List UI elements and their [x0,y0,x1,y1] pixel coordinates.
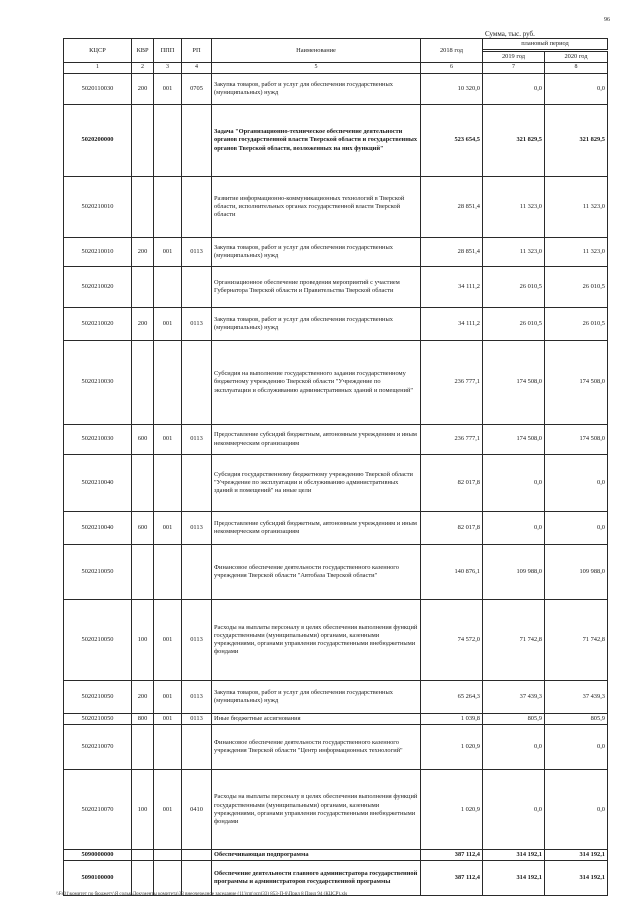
row-kcsr: 5020210070 [64,770,132,850]
column-number: 8 [545,63,608,74]
row-rp [182,105,212,177]
row-value-2020: 11 323,0 [545,177,608,238]
row-value-2018: 34 111,2 [421,308,483,341]
header-2018: 2018 год [421,39,483,63]
row-kcsr: 5020210050 [64,714,132,725]
row-value-2018: 28 851,4 [421,238,483,267]
file-path-footer: \\Fs01\комитет по бюджету\Я сольк\Документы комитета\33 внеочередное заседание (11)\пп\зсп(33) 853-П-6\Прил 8 Прил 94 (КЦСР).xls [56,892,348,897]
row-kcsr: 5020200000 [64,105,132,177]
row-value-2020: 0,0 [545,512,608,545]
row-value-2019: 314 192,1 [483,861,545,896]
row-value-2019: 174 508,0 [483,425,545,455]
row-value-2018: 387 112,4 [421,861,483,896]
row-ppp [154,105,182,177]
row-value-2020: 0,0 [545,455,608,512]
table-row [64,770,608,850]
row-value-2020: 174 508,0 [545,425,608,455]
column-number-row [64,63,608,74]
row-rp [182,725,212,770]
row-kcsr: 5090100000 [64,861,132,896]
row-kcsr: 5020210030 [64,341,132,425]
table-row [64,861,608,896]
row-value-2018: 387 112,4 [421,850,483,861]
row-value-2019: 71 742,8 [483,600,545,681]
row-value-2020: 805,9 [545,714,608,725]
row-name: Обеспечение деятельности главного администратора государственной программы и администраторов государственной программы [212,861,421,896]
row-value-2019: 11 323,0 [483,177,545,238]
column-number: 1 [64,63,132,74]
row-name: Закупка товаров, работ и услуг для обеспечения государственных (муниципальных) нужд [212,681,421,714]
table-row [64,681,608,714]
row-kvr: 100 [132,600,154,681]
row-kvr [132,545,154,600]
row-value-2019: 26 010,5 [483,308,545,341]
row-ppp: 001 [154,600,182,681]
row-rp: 0113 [182,512,212,545]
row-value-2020: 0,0 [545,74,608,105]
row-name: Финансовое обеспечение деятельности государственного казенного учреждения Тверской области "Автобаза Тверской области" [212,545,421,600]
row-kcsr: 5020210010 [64,177,132,238]
row-kvr: 200 [132,308,154,341]
row-ppp: 001 [154,425,182,455]
row-kvr [132,455,154,512]
row-value-2019: 314 192,1 [483,850,545,861]
row-kcsr: 5020210050 [64,681,132,714]
row-ppp [154,850,182,861]
row-value-2019: 109 988,0 [483,545,545,600]
row-name: Предоставление субсидий бюджетным, автономным учреждениям и иным некоммерческим организациям [212,425,421,455]
header-rp: РП [182,39,212,63]
row-value-2020: 26 010,5 [545,267,608,308]
row-name: Задача "Организационно-техническое обеспечение деятельности органов государственной власти Тверской области и государственных органов Тверской области, возложенных на них функций" [212,105,421,177]
header-kvr: КВР [132,39,154,63]
table-row [64,341,608,425]
row-kvr [132,341,154,425]
row-value-2020: 314 192,1 [545,850,608,861]
row-name: Закупка товаров, работ и услуг для обеспечения государственных (муниципальных) нужд [212,238,421,267]
row-value-2018: 74 572,0 [421,600,483,681]
row-ppp: 001 [154,308,182,341]
row-value-2018: 1 020,9 [421,770,483,850]
row-value-2018: 236 777,1 [421,341,483,425]
row-value-2019: 37 439,3 [483,681,545,714]
row-value-2019: 0,0 [483,455,545,512]
row-value-2018: 65 264,3 [421,681,483,714]
row-ppp: 001 [154,714,182,725]
row-value-2020: 37 439,3 [545,681,608,714]
page-number: 96 [604,17,610,23]
column-number: 5 [212,63,421,74]
row-rp [182,545,212,600]
row-value-2018: 28 851,4 [421,177,483,238]
row-kvr: 100 [132,770,154,850]
row-kvr [132,177,154,238]
row-value-2019: 321 829,5 [483,105,545,177]
row-value-2018: 82 017,8 [421,512,483,545]
row-ppp: 001 [154,512,182,545]
row-value-2018: 1 020,9 [421,725,483,770]
row-rp: 0410 [182,770,212,850]
row-name: Обеспечивающая подпрограмма [212,850,421,861]
table-row [64,177,608,238]
row-kcsr: 5020110030 [64,74,132,105]
row-value-2019: 0,0 [483,770,545,850]
row-rp: 0705 [182,74,212,105]
table-row [64,600,608,681]
header-kcsr: КЦСР [64,39,132,63]
row-rp: 0113 [182,600,212,681]
row-rp [182,455,212,512]
row-value-2019: 805,9 [483,714,545,725]
row-ppp [154,861,182,896]
row-kcsr: 5090000000 [64,850,132,861]
row-ppp [154,725,182,770]
column-number: 7 [483,63,545,74]
row-ppp: 001 [154,681,182,714]
row-ppp [154,177,182,238]
column-number: 4 [182,63,212,74]
row-value-2020: 11 323,0 [545,238,608,267]
row-value-2018: 140 876,1 [421,545,483,600]
row-rp: 0113 [182,238,212,267]
row-name: Развитие информационно-коммуникационных технологий в Тверской области, исполнительных органах государственной власти Тверской области [212,177,421,238]
row-value-2019: 174 508,0 [483,341,545,425]
row-ppp: 001 [154,770,182,850]
row-value-2020: 321 829,5 [545,105,608,177]
table-row [64,105,608,177]
row-value-2020: 109 988,0 [545,545,608,600]
row-name: Закупка товаров, работ и услуг для обеспечения государственных (муниципальных) нужд [212,308,421,341]
header-plan-period: плановый период [483,39,608,50]
row-value-2020: 174 508,0 [545,341,608,425]
row-kvr: 200 [132,238,154,267]
row-kcsr: 5020210030 [64,425,132,455]
row-value-2020: 71 742,8 [545,600,608,681]
row-name: Организационное обеспечение проведения мероприятий с участием Губернатора Тверской области и Правительства Тверской области [212,267,421,308]
row-value-2019: 11 323,0 [483,238,545,267]
row-name: Расходы на выплаты персоналу в целях обеспечения выполнения функций государственными (муниципальными) органами, казенными учреждениями, органами управления государственными внебюджетными фондами [212,770,421,850]
row-kvr: 200 [132,681,154,714]
row-value-2018: 10 320,0 [421,74,483,105]
row-name: Закупка товаров, работ и услуг для обеспечения государственных (муниципальных) нужд [212,74,421,105]
row-kvr [132,861,154,896]
table-row [64,512,608,545]
table-row [64,725,608,770]
row-ppp [154,455,182,512]
row-kvr [132,850,154,861]
row-rp: 0113 [182,681,212,714]
row-name: Расходы на выплаты персоналу в целях обеспечения выполнения функций государственными (муниципальными) органами, казенными учреждениями, органами управления государственными внебюджетными фондами [212,600,421,681]
row-ppp [154,341,182,425]
row-name: Субсидия государственному бюджетному учреждению Тверской области "Учреждение по эксплуатации и обслуживанию административных зданий и помещений" на иные цели [212,455,421,512]
header-2019: 2019 год [483,52,545,63]
table-row [64,267,608,308]
table-row [64,308,608,341]
row-value-2020: 314 192,1 [545,861,608,896]
row-value-2019: 0,0 [483,74,545,105]
row-name: Иные бюджетные ассигнования [212,714,421,725]
row-ppp: 001 [154,238,182,267]
row-kcsr: 5020210050 [64,545,132,600]
row-value-2020: 0,0 [545,770,608,850]
column-number: 6 [421,63,483,74]
row-kvr: 200 [132,74,154,105]
header-name: Наименование [212,39,421,63]
row-rp [182,850,212,861]
column-number: 3 [154,63,182,74]
row-kcsr: 5020210050 [64,600,132,681]
row-kvr [132,725,154,770]
row-rp [182,177,212,238]
row-rp: 0113 [182,714,212,725]
table-row [64,74,608,105]
row-value-2018: 34 111,2 [421,267,483,308]
table-row [64,714,608,725]
row-kcsr: 5020210020 [64,267,132,308]
column-number: 2 [132,63,154,74]
budget-table [63,38,608,896]
table-row [64,850,608,861]
row-kvr: 600 [132,425,154,455]
row-ppp [154,545,182,600]
row-kcsr: 5020210020 [64,308,132,341]
row-value-2019: 26 010,5 [483,267,545,308]
table-row [64,455,608,512]
row-name: Предоставление субсидий бюджетным, автономным учреждениям и иным некоммерческим организациям [212,512,421,545]
table-row [64,425,608,455]
row-rp [182,267,212,308]
row-value-2018: 523 654,5 [421,105,483,177]
row-ppp: 001 [154,74,182,105]
row-rp: 0113 [182,308,212,341]
row-kvr: 800 [132,714,154,725]
units-caption: Сумма, тыс. руб. [485,30,535,38]
row-value-2019: 0,0 [483,512,545,545]
row-kcsr: 5020210040 [64,512,132,545]
row-name: Финансовое обеспечение деятельности государственного казенного учреждения Тверской области "Центр информационных технологий" [212,725,421,770]
row-kvr: 600 [132,512,154,545]
header-ppp: ППП [154,39,182,63]
row-ppp [154,267,182,308]
table-row [64,238,608,267]
table-row [64,545,608,600]
row-value-2018: 82 017,8 [421,455,483,512]
row-value-2019: 0,0 [483,725,545,770]
row-value-2020: 0,0 [545,725,608,770]
row-value-2018: 1 039,8 [421,714,483,725]
row-rp: 0113 [182,425,212,455]
row-kvr [132,267,154,308]
row-kcsr: 5020210040 [64,455,132,512]
row-rp [182,341,212,425]
row-kcsr: 5020210070 [64,725,132,770]
row-rp [182,861,212,896]
row-name: Субсидия на выполнение государственного задания государственному бюджетному учреждению Тверской области "Учреждение по эксплуатации и обслуживанию административных зданий и помещений" [212,341,421,425]
row-value-2020: 26 010,5 [545,308,608,341]
row-kcsr: 5020210010 [64,238,132,267]
header-2020: 2020 год [545,52,608,63]
row-kvr [132,105,154,177]
row-value-2018: 236 777,1 [421,425,483,455]
